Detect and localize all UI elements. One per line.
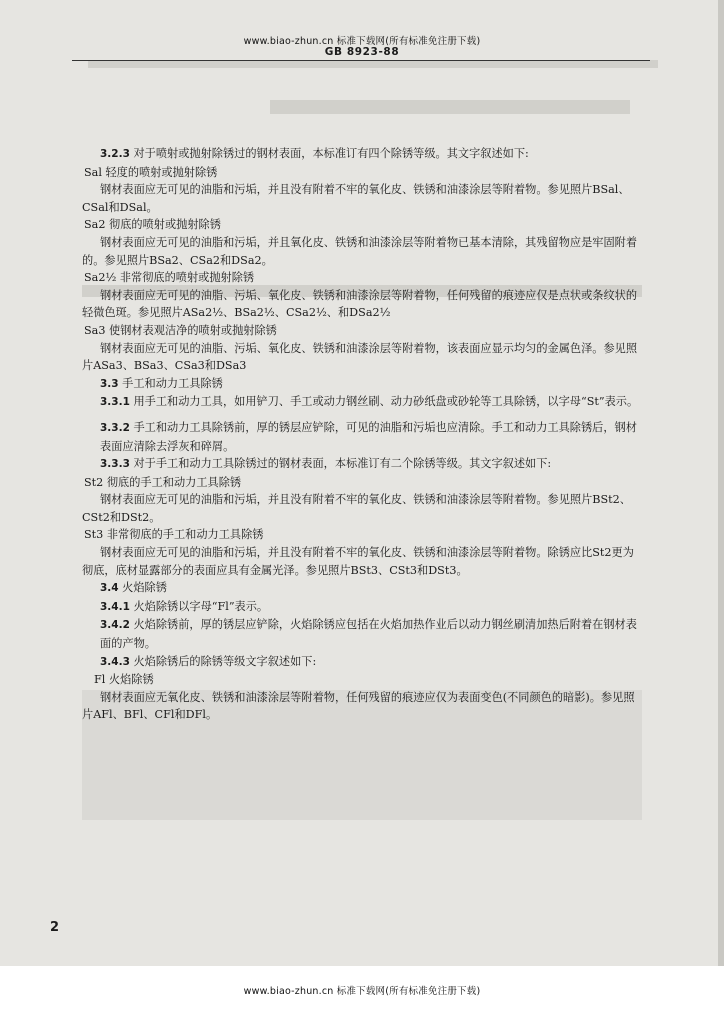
grade-title-sa2-half: Sa2½ 非常彻底的喷射或抛射除锈 xyxy=(84,271,255,285)
grade-title-sa2: Sa2 彻底的喷射或抛射除锈 xyxy=(84,218,221,232)
clause-number: 3.3.1 xyxy=(100,396,130,409)
clause-number: 3.4.3 xyxy=(100,655,130,668)
clause-number: 3.4.1 xyxy=(100,600,130,613)
clause-text: 用手工和动力工具，如用铲刀、手工或动力钢丝刷、动力砂纸盘或砂轮等工具除锈，以字母“St”表示。 xyxy=(133,395,639,409)
clause-text: 对于喷射或抛射除锈过的钢材表面，本标准订有四个除锈等级。其文字叙述如下: xyxy=(133,147,529,160)
clause-text: 火焰除锈前，厚的锈层应铲除，火焰除锈应包括在火焰加热作业后以动力钢丝刷清加热后附着在钢材表面的产物。 xyxy=(100,618,637,651)
clause-text: 手工和动力工具除锈前，厚的锈层应铲除，可见的油脂和污垢也应清除。手工和动力工具除锈后，钢材表面应清除去浮灰和碎屑。 xyxy=(100,420,637,453)
section-3-4 xyxy=(82,579,642,598)
grade-description-sa2: 钢材表面应无可见的油脂和污垢，并且氧化皮、铁锈和油漆涂层等附着物已基本清除，其残留物应是牢固附着的。参见照片BSa2、CSa2和DSa2。 xyxy=(82,235,638,267)
section-title: 手工和动力工具除锈 xyxy=(122,376,223,390)
clause-3-2-3 xyxy=(82,145,642,164)
grade-title-fl: Fl 火焰除锈 xyxy=(94,673,154,687)
grade-description-sa3: 钢材表面应无可见的油脂、污垢、氧化皮、铁锈和油漆涂层等附着物，该表面应显示均匀的金属色泽。参见照片ASa3、BSa3、CSa3和DSa3 xyxy=(82,341,638,373)
bleed-through-mark xyxy=(88,60,658,68)
standard-code: GB 8923-88 xyxy=(324,46,400,58)
grade-title-st3: St3 非常彻底的手工和动力工具除锈 xyxy=(84,528,264,542)
grade-description-st3: 钢材表面应无可见的油脂和污垢，并且没有附着不牢的氧化皮、铁锈和油漆涂层等附着物。除锈应比St2更为彻底，底材显露部分的表面应具有金属光泽。参见照片BSt3、CSt3和DSt3。 xyxy=(82,546,634,577)
clause-3-3-2 xyxy=(82,419,642,455)
grade-description-fl: 钢材表面应无氧化皮、铁锈和油漆涂层等附着物，任何残留的痕迹应仅为表面变色(不同颜色的暗影)。参见照片AFl、BFl、CFl和DFl。 xyxy=(82,690,635,722)
grade-title-sa3: Sa3 使钢材表观洁净的喷射或抛射除锈 xyxy=(84,323,277,337)
clause-3-3-3 xyxy=(82,455,642,474)
clause-number: 3.3 xyxy=(100,377,119,390)
bleed-through-mark xyxy=(270,100,630,114)
grade-title-sa1: Sal 轻度的喷射或抛射除锈 xyxy=(84,165,218,179)
section-3-3 xyxy=(82,375,642,394)
clause-3-4-2 xyxy=(82,616,642,652)
clause-text: 火焰除锈以字母“Fl”表示。 xyxy=(133,599,269,613)
site-banner-top: www.biao-zhun.cn 标准下载网(所有标准免注册下载) xyxy=(243,36,481,47)
document-body xyxy=(82,145,642,724)
clause-number: 3.2.3 xyxy=(100,148,130,160)
clause-number: 3.4.2 xyxy=(100,619,130,632)
grade-description-st2: 钢材表面应无可见的油脂和污垢，并且没有附着不牢的氧化皮、铁锈和油漆涂层等附着物。参见照片BSt2、CSt2和DSt2。 xyxy=(82,493,631,524)
clause-3-4-1 xyxy=(82,598,642,617)
clause-3-3-1 xyxy=(82,393,642,412)
clause-text: 对于手工和动力工具除锈过的钢材表面，本标准订有二个除锈等级。其文字叙述如下: xyxy=(133,457,552,471)
site-banner-bottom: www.biao-zhun.cn 标准下载网(所有标准免注册下载) xyxy=(243,986,481,997)
grade-title-st2: St2 彻底的手工和动力工具除锈 xyxy=(84,475,242,489)
clause-number: 3.3.3 xyxy=(100,458,130,471)
header-rule xyxy=(72,60,650,61)
clause-number: 3.3.2 xyxy=(100,421,130,434)
clause-number: 3.4 xyxy=(100,582,119,595)
grade-description-sa1: 钢材表面应无可见的油脂和污垢，并且没有附着不牢的氧化皮、铁锈和油漆涂层等附着物。参见照片BSal、CSal和DSal。 xyxy=(82,183,630,214)
clause-3-4-3 xyxy=(82,653,642,672)
page-number: 2 xyxy=(50,920,60,935)
grade-description-sa2-half: 钢材表面应无可见的油脂、污垢、氧化皮、铁锈和油漆涂层等附着物，任何残留的痕迹应仅是点状或条纹状的轻微色斑。参见照片ASa2½、BSa2½、CSa2½、和DSa2½ xyxy=(82,288,638,320)
section-title: 火焰除锈 xyxy=(122,581,167,595)
clause-text: 火焰除锈后的除锈等级文字叙述如下: xyxy=(133,654,317,668)
